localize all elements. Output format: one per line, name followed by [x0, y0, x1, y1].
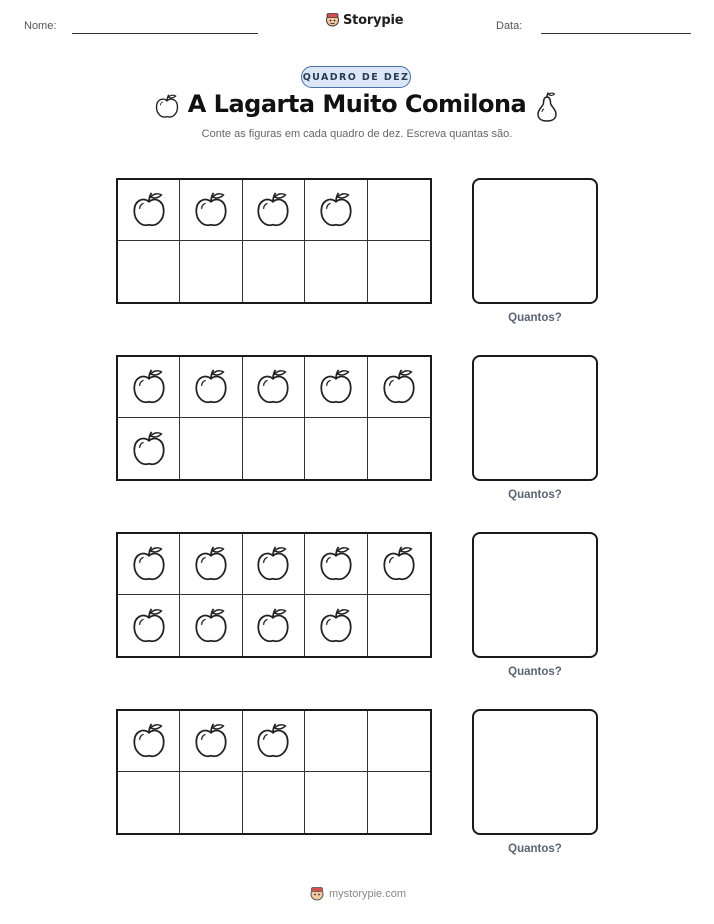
footer	[309, 886, 406, 902]
frame-cell	[180, 418, 242, 479]
date-field[interactable]	[541, 33, 691, 34]
frame-cell	[180, 357, 242, 418]
frame-cell	[243, 534, 305, 595]
frame-cell	[118, 772, 180, 833]
frame-cell	[305, 180, 367, 241]
ten-frame	[116, 709, 432, 835]
frame-cell	[368, 357, 430, 418]
mascot-icon	[325, 12, 340, 28]
frame-cell	[305, 534, 367, 595]
frame-cell	[243, 711, 305, 772]
pear-icon	[534, 91, 560, 123]
frame-cell	[118, 180, 180, 241]
frame-cell	[118, 357, 180, 418]
apple-icon	[317, 544, 355, 584]
ten-frame	[116, 532, 432, 658]
frame-cell	[305, 711, 367, 772]
name-label: Nome:	[24, 20, 57, 32]
apple-icon	[317, 367, 355, 407]
frame-cell	[118, 418, 180, 479]
apple-icon	[254, 367, 292, 407]
frame-cell	[180, 534, 242, 595]
worksheet-type-badge: QUADRO DE DEZ	[301, 66, 411, 88]
apple-icon	[254, 606, 292, 646]
frame-cell	[368, 711, 430, 772]
apple-icon	[317, 190, 355, 230]
apple-icon	[192, 721, 230, 761]
name-field[interactable]	[72, 33, 258, 34]
frame-cell	[118, 711, 180, 772]
answer-box[interactable]	[472, 532, 598, 658]
apple-icon	[192, 544, 230, 584]
apple-icon	[192, 190, 230, 230]
apple-icon	[192, 367, 230, 407]
answer-box[interactable]	[472, 178, 598, 304]
frame-cell	[305, 772, 367, 833]
frame-cell	[368, 534, 430, 595]
frame-cell	[243, 418, 305, 479]
ten-frame	[116, 355, 432, 481]
apple-icon	[130, 544, 168, 584]
apple-icon	[130, 190, 168, 230]
date-label: Data:	[496, 20, 523, 32]
frame-cell	[180, 595, 242, 656]
apple-icon	[380, 367, 418, 407]
frame-cell	[305, 241, 367, 302]
footer-url: mystorypie.com	[329, 888, 407, 900]
frame-cell	[243, 357, 305, 418]
apple-icon	[130, 721, 168, 761]
apple-icon	[317, 606, 355, 646]
frame-cell	[243, 180, 305, 241]
answer-box[interactable]	[472, 355, 598, 481]
frame-cell	[368, 180, 430, 241]
frame-cell	[180, 772, 242, 833]
frame-cell	[180, 241, 242, 302]
frame-cell	[243, 241, 305, 302]
apple-icon	[254, 721, 292, 761]
apple-icon	[254, 544, 292, 584]
frame-cell	[305, 595, 367, 656]
answer-label: Quantos?	[508, 312, 562, 324]
apple-icon	[380, 544, 418, 584]
apple-icon	[254, 190, 292, 230]
mascot-icon	[309, 886, 325, 902]
frame-cell	[243, 595, 305, 656]
brand-logo	[325, 12, 403, 28]
page-title: A Lagarta Muito Comilona	[187, 90, 527, 118]
answer-label: Quantos?	[508, 489, 562, 501]
answer-label: Quantos?	[508, 666, 562, 678]
frame-cell	[243, 772, 305, 833]
ten-frame	[116, 178, 432, 304]
frame-cell	[118, 241, 180, 302]
frame-cell	[118, 534, 180, 595]
frame-cell	[180, 711, 242, 772]
answer-box[interactable]	[472, 709, 598, 835]
apple-icon	[130, 429, 168, 469]
instructions: Conte as figuras em cada quadro de dez. Escreva quantas são.	[201, 128, 513, 140]
frame-cell	[305, 418, 367, 479]
brand-name: Storypie	[343, 12, 404, 28]
frame-cell	[180, 180, 242, 241]
apple-icon	[130, 367, 168, 407]
frame-cell	[368, 772, 430, 833]
frame-cell	[368, 241, 430, 302]
answer-label: Quantos?	[508, 843, 562, 855]
frame-cell	[368, 595, 430, 656]
apple-icon	[192, 606, 230, 646]
frame-cell	[118, 595, 180, 656]
apple-icon	[130, 606, 168, 646]
frame-cell	[305, 357, 367, 418]
frame-cell	[368, 418, 430, 479]
